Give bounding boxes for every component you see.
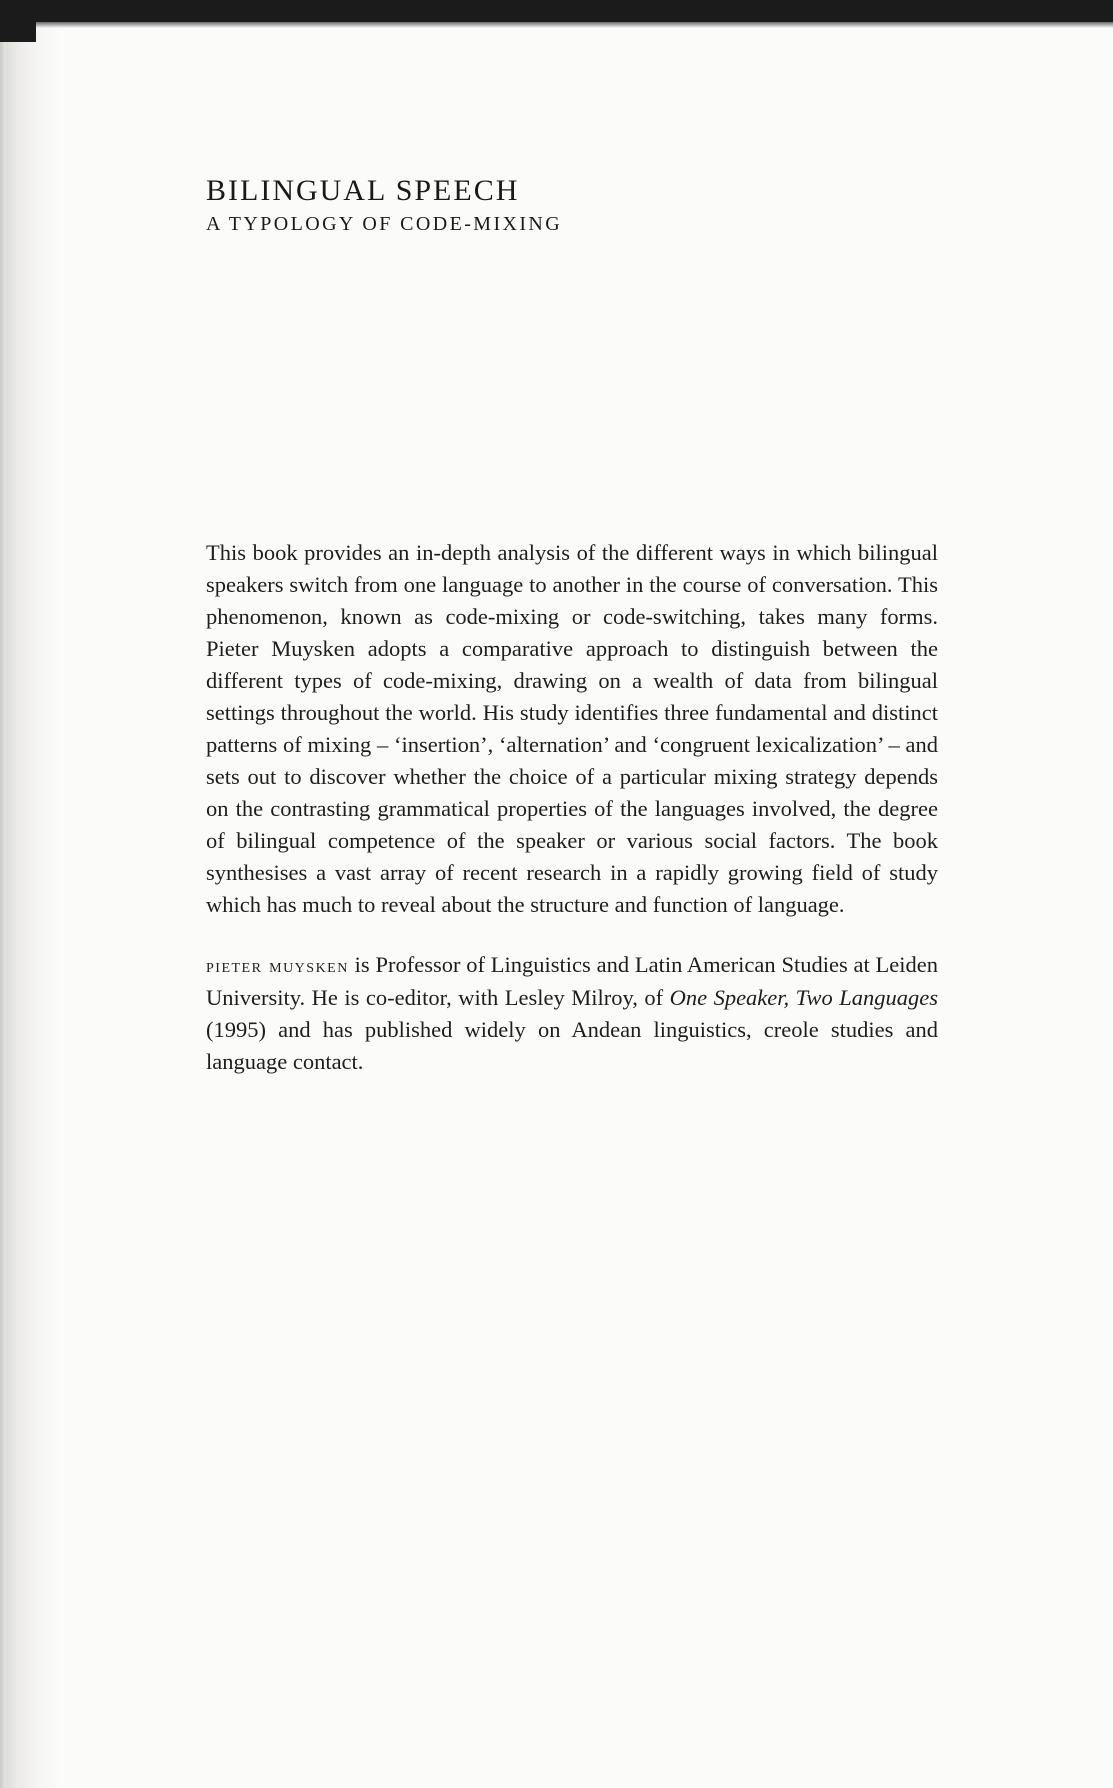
blurb-paragraph: This book provides an in-depth analysis of the different ways in which bilingual speakers switch from one language to another in the course of conversation. This phenomenon, known as code-mixing or code-switching, takes many forms. Pieter Muysken adopts a comparative approach to distinguish between the different types of code-mixing, drawing on a wealth of data from bilingual settings throughout the world. His study identifies three fundamental and distinct patterns of mixing – ‘insertion’, ‘alternation’ and ‘congruent lexicalization’ – and sets out to discover whether the choice of a particular mixing strategy depends on the contrasting grammatical properties of the languages involved, the degree of bilingual competence of the speaker or various social factors. The book synthesises a vast array of recent research in a rapidly growing field of study which has much to reveal about the structure and function of language. — [206, 540, 938, 917]
author-bio-text-end: (1995) and has published widely on Andean linguistics, creole studies and language contact. — [206, 1017, 938, 1074]
scan-corner-shadow — [0, 0, 36, 42]
scan-top-border — [0, 0, 1113, 22]
title-block — [206, 172, 562, 238]
book-title: BILINGUAL SPEECH — [206, 174, 520, 207]
blurb-section — [206, 537, 938, 1078]
scan-top-border-fade — [0, 22, 1113, 28]
page-edge — [0, 30, 6, 1788]
author-bio-paragraph — [206, 949, 938, 1078]
book-subtitle: A TYPOLOGY OF CODE-MIXING — [206, 213, 563, 235]
author-name: pieter muysken — [206, 955, 349, 977]
cited-book-title: One Speaker, Two Languages — [669, 985, 938, 1010]
author-bio-text: is Professor of Linguistics and Latin American Studies at Leiden University. He is co-editor, with Lesley Milroy, of — [206, 952, 939, 1010]
page-gutter-shadow — [0, 0, 60, 1788]
